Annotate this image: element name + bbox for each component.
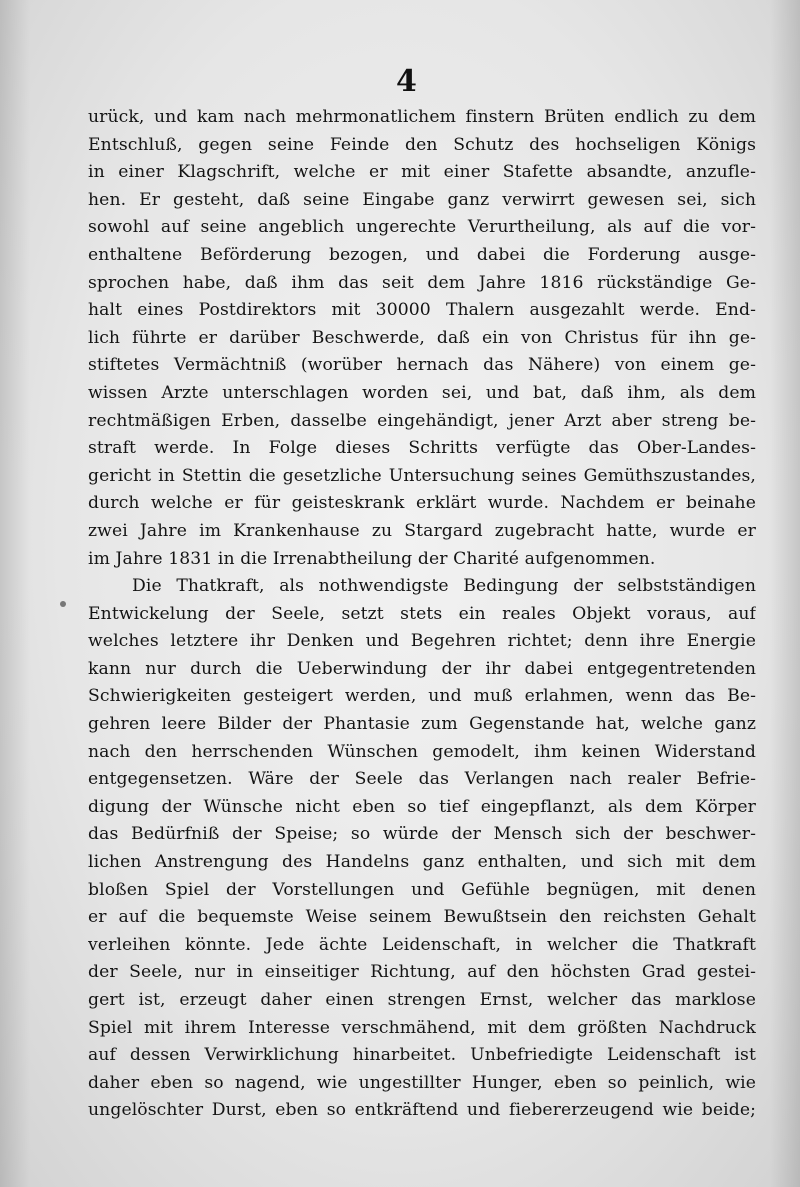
text-line: er auf die bequemste Weise seinem Bewußtsein den reichsten Gehalt — [88, 907, 756, 928]
page-edge-shadow-right — [770, 0, 800, 1187]
text-line: nach den herrschenden Wünschen gemodelt, ihm keinen Widerstand — [88, 741, 756, 762]
text-line: verleihen könnte. Jede ächte Leidenschaft, in welcher die Thatkraft — [88, 934, 756, 955]
text-line: zwei Jahre im Krankenhause zu Stargard zugebracht hatte, wurde er — [88, 520, 756, 541]
text-line: lich führte er darüber Beschwerde, daß ein von Christus für ihn ge- — [88, 327, 756, 348]
text-line: halt eines Postdirektors mit 30000 Thalern ausgezahlt werde. End- — [88, 300, 756, 321]
page-number: 4 — [396, 64, 417, 99]
text-line: das Bedürfniß der Speise; so würde der Mensch sich der beschwer- — [88, 824, 756, 845]
text-line: Spiel mit ihrem Interesse verschmähend, mit dem größten Nachdruck — [88, 1017, 756, 1038]
text-line: ungelöschter Durst, eben so entkräftend und fiebererzeugend wie beide; — [88, 1100, 756, 1121]
text-line: wissen Arzte unterschlagen worden sei, und bat, daß ihm, als dem — [88, 382, 756, 403]
text-line: daher eben so nagend, wie ungestillter Hunger, eben so peinlich, wie — [88, 1072, 756, 1093]
text-line: gericht in Stettin die gesetzliche Untersuchung seines Gemüthszustandes, — [88, 465, 756, 486]
text-line: hen. Er gesteht, daß seine Eingabe ganz verwirrt gewesen sei, sich — [88, 189, 756, 210]
text-line: rechtmäßigen Erben, dasselbe eingehändigt, jener Arzt aber streng be- — [88, 410, 756, 431]
paragraph-start-line: Die Thatkraft, als nothwendigste Bedingung der selbstständigen — [132, 576, 756, 597]
text-line: straft werde. In Folge dieses Schritts verfügte das Ober-Landes- — [88, 438, 756, 459]
text-line: kann nur durch die Ueberwindung der ihr dabei entgegentretenden — [88, 658, 756, 679]
text-line: auf dessen Verwirklichung hinarbeitet. Unbefriedigte Leidenschaft ist — [88, 1045, 756, 1066]
text-line: enthaltene Beförderung bezogen, und dabei die Forderung ausge- — [88, 244, 756, 265]
text-line: Entwickelung der Seele, setzt stets ein reales Objekt voraus, auf — [88, 603, 756, 624]
text-line: Schwierigkeiten gesteigert werden, und muß erlahmen, wenn das Be- — [88, 686, 756, 707]
text-line: Entschluß, gegen seine Feinde den Schutz des hochseligen Königs — [88, 134, 756, 155]
margin-mark — [60, 601, 66, 607]
text-line: urück, und kam nach mehrmonatlichem finstern Brüten endlich zu dem — [88, 107, 756, 127]
text-line: bloßen Spiel der Vorstellungen und Gefühle begnügen, mit denen — [88, 879, 756, 900]
text-line: sprochen habe, daß ihm das seit dem Jahre 1816 rückständige Ge- — [88, 272, 756, 293]
text-line: entgegensetzen. Wäre der Seele das Verlangen nach realer Befrie- — [88, 769, 756, 790]
text-line: gert ist, erzeugt daher einen strengen Ernst, welcher das marklose — [88, 990, 756, 1010]
text-line: der Seele, nur in einseitiger Richtung, auf den höchsten Grad gestei- — [88, 962, 756, 983]
paragraph-end-line: im Jahre 1831 in die Irrenabtheilung der Charité aufgenommen. — [88, 548, 656, 569]
text-line: durch welche er für geisteskrank erklärt wurde. Nachdem er beinahe — [88, 493, 756, 514]
text-line: digung der Wünsche nicht eben so tief eingepflanzt, als dem Körper — [88, 796, 756, 817]
text-line: gehren leere Bilder der Phantasie zum Gegenstande hat, welche ganz — [88, 714, 756, 735]
text-line: welches letztere ihr Denken und Begehren richtet; denn ihre Energie — [88, 631, 756, 652]
page-edge-shadow-left — [0, 0, 30, 1187]
text-line: stiftetes Vermächtniß (worüber hernach das Nähere) von einem ge- — [88, 355, 756, 376]
text-line: in einer Klagschrift, welche er mit einer Stafette absandte, anzufle- — [88, 162, 756, 183]
text-line: lichen Anstrengung des Handelns ganz enthalten, und sich mit dem — [88, 852, 756, 873]
body-text — [88, 104, 756, 1125]
text-line: sowohl auf seine angeblich ungerechte Verurtheilung, als auf die vor- — [88, 217, 756, 238]
